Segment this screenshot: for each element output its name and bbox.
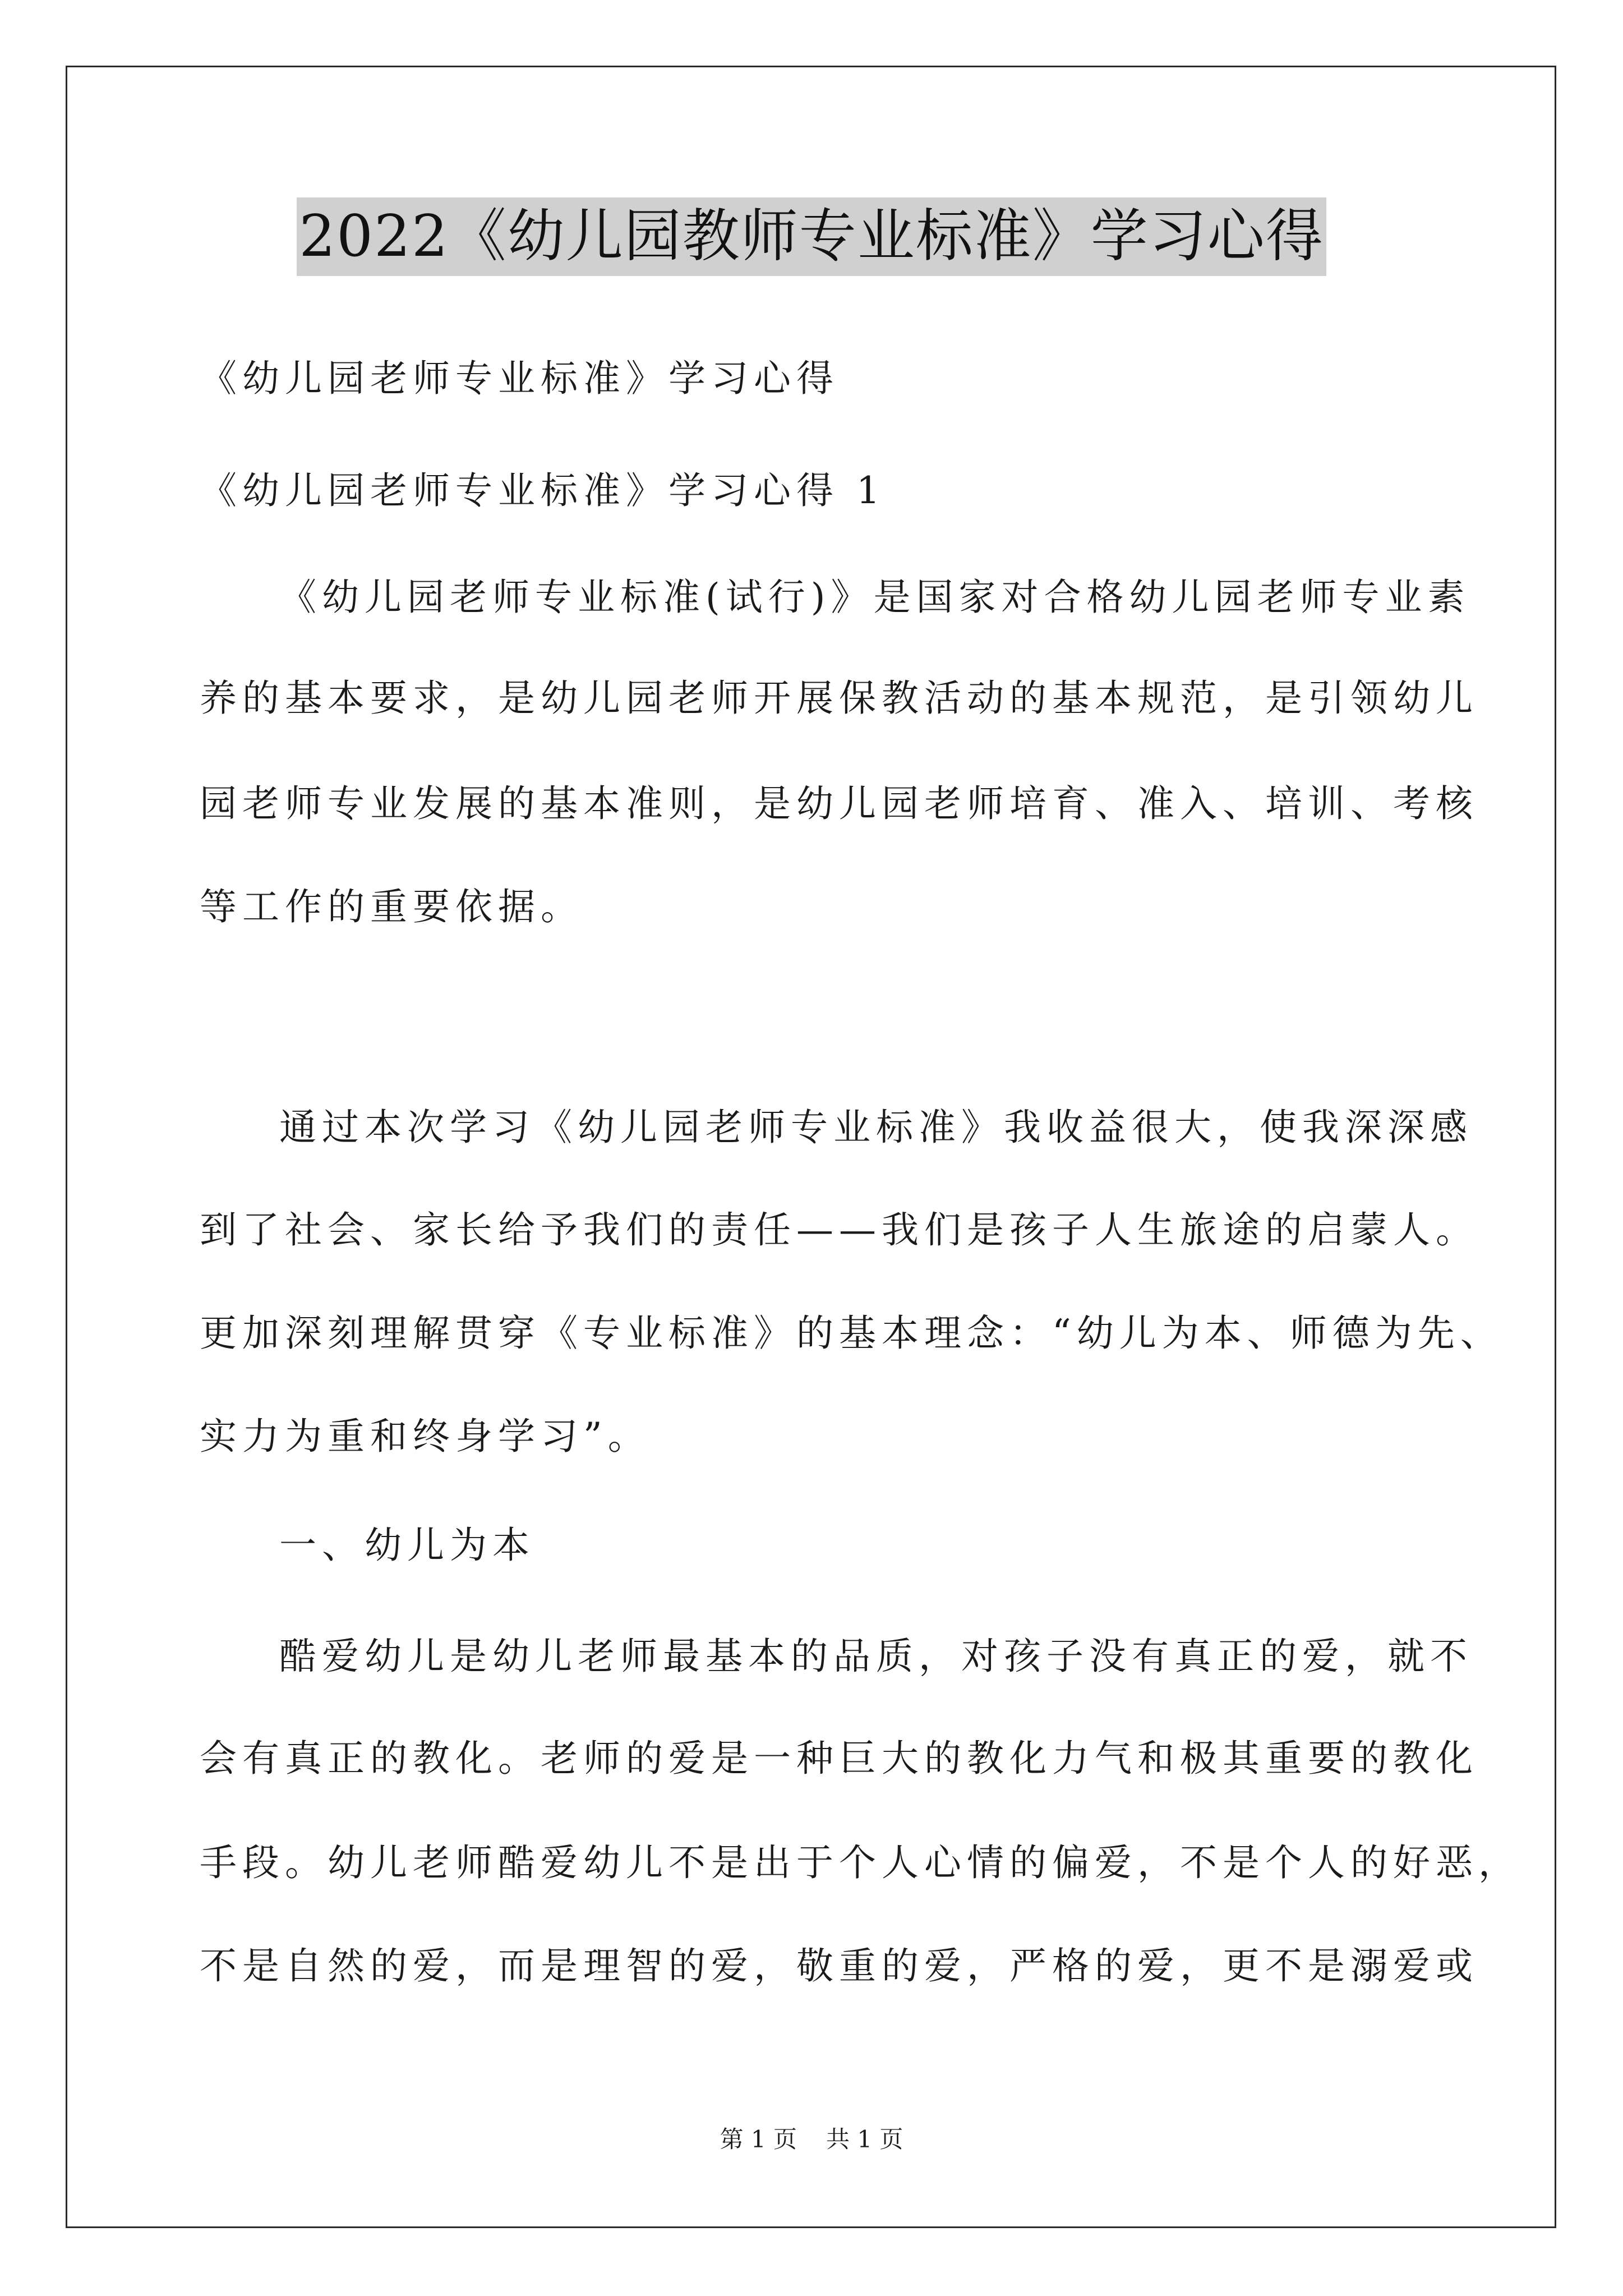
paragraph-line: 到了社会、家长给予我们的责任——我们是孩子人生旅途的启蒙人。	[200, 1208, 1478, 1251]
paragraph-line: 不是自然的爱，而是理智的爱，敬重的爱，严格的爱，更不是溺爱或	[200, 1944, 1478, 1987]
title-container	[0, 197, 1623, 276]
paragraph-line: 养的基本要求，是幼儿园老师开展保教活动的基本规范，是引领幼儿	[200, 677, 1478, 720]
paragraph-line: 等工作的重要依据。	[200, 885, 583, 928]
page-number-current: 第 1 页	[720, 2125, 797, 2153]
page-footer	[0, 2123, 1623, 2156]
paragraph-line: 通过本次学习《幼儿园老师专业标准》我收益很大，使我深深感	[279, 1106, 1473, 1149]
page-number-total: 共 1 页	[826, 2125, 903, 2153]
paragraph-line: 园老师专业发展的基本准则，是幼儿园老师培育、准入、培训、考核	[200, 782, 1478, 825]
document-title: 2022《幼儿园教师专业标准》学习心得	[297, 197, 1326, 276]
paragraph-line: 实力为重和终身学习”。	[200, 1415, 651, 1458]
paragraph-line: 手段。幼儿老师酷爱幼儿不是出于个人心情的偏爱，不是个人的好恶，	[200, 1841, 1521, 1884]
paragraph-line: 更加深刻理解贯穿《专业标准》的基本理念：“幼儿为本、师德为先、	[200, 1312, 1503, 1355]
heading-line: 《幼儿园老师专业标准》学习心得 1	[200, 469, 886, 512]
section-heading: 一、幼儿为本	[279, 1524, 535, 1567]
paragraph-line: 酷爱幼儿是幼儿老师最基本的品质，对孩子没有真正的爱，就不	[279, 1635, 1473, 1678]
paragraph-line: 《幼儿园老师专业标准(试行)》是国家对合格幼儿园老师专业素	[279, 576, 1470, 619]
heading-line: 《幼儿园老师专业标准》学习心得	[200, 357, 839, 400]
paragraph-line: 会有真正的教化。老师的爱是一种巨大的教化力气和极其重要的教化	[200, 1737, 1478, 1780]
